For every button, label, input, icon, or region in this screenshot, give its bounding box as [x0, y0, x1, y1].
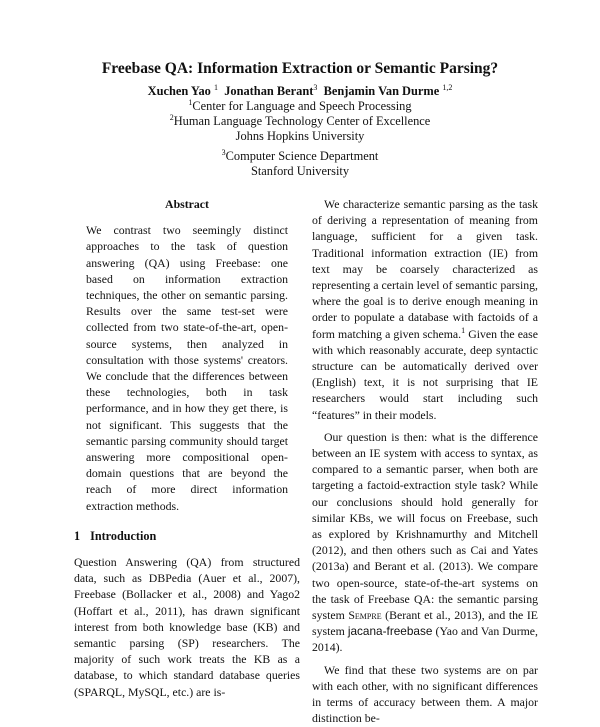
affiliation-university: Johns Hopkins University	[235, 129, 365, 143]
system-name-sempre: Sempre	[348, 608, 382, 623]
affiliation-3-text: Computer Science Department	[225, 149, 379, 163]
author-block	[0, 84, 600, 179]
author-3-sup: 1,2	[442, 82, 453, 92]
intro-paragraph: Question Answering (QA) from structured data, such as DBPedia (Auer et al., 2007), Freebase (Bollacker et al., 2008) and Yago2 (Hoffart et al., 2011), has drawn significant interest from both knowledge base (KB) and semantic parsing (SP) researchers. The majority of such work treats the KB as a database, to which standard database queries (SPARQL, MySQL, etc.) are is-	[74, 555, 300, 699]
abstract-heading: Abstract	[165, 197, 209, 211]
affiliation-3-university: Stanford University	[250, 164, 350, 178]
affiliation-1-text: Center for Language and Speech Processing	[192, 99, 412, 113]
affiliation-3-sup: 3	[221, 147, 226, 157]
right-paragraph-3: We find that these two systems are on par with each other, with no significant differences in terms of accuracy between them. A major distinction be-	[312, 662, 538, 726]
affiliation-1	[0, 99, 600, 114]
section-heading-introduction	[74, 528, 300, 544]
footnote-marker: 1	[461, 325, 466, 335]
affiliation-2-text: Human Language Technology Center of Excellence	[173, 114, 431, 128]
section-title: Introduction	[90, 528, 157, 543]
author-names	[0, 84, 600, 99]
author-1-sup: 1	[214, 82, 218, 92]
right-paragraph-1	[312, 196, 538, 423]
right-paragraph-1-a: We characterize semantic parsing as the task of deriving a representation of meaning from language, sufficient for a given task. Traditional information extraction (IE) from text may be coarsely characterized as representing a certain level of semantic parsing, where the goal is to derive enough meaning in order to populate a database with factoids of a form matching a given schema.	[312, 197, 538, 341]
affiliation-3	[0, 149, 600, 164]
author-2: Jonathan Berant	[224, 84, 314, 98]
author-3: Benjamin Van Durme	[323, 84, 440, 98]
system-name-jacana: jacana-freebase	[347, 624, 433, 639]
right-paragraph-2-b: (Berant et al., 2013), and the IE system	[312, 608, 538, 639]
affiliation-1-sup: 1	[188, 97, 193, 107]
author-2-sup: 3	[313, 82, 318, 92]
author-1: Xuchen Yao	[147, 84, 211, 98]
right-paragraph-2-a: Our question is then: what is the difference between an IE system with access to syntax, as compared to a semantic parser, when both are targeting a factoid-extraction style task? While our conclusions should hold generally for similar KBs, we will focus on Freebase, such as explored by Krishnamurthy and Mitchell (2012), and then others such as Cai and Yates (2013a) and Berant et al. (2013). We compare two open-source, state-of-the-art systems on the task of Freebase QA: the semantic parsing system	[312, 429, 538, 623]
left-column	[74, 196, 300, 700]
section-number: 1	[74, 528, 81, 543]
right-paragraph-1-b: Given the ease with which reasonably accurate, deep syntactic structure can be automatically derived over (English) text, it is not surprising that IE researchers would start including such “features” in their models.	[312, 326, 538, 422]
right-column	[312, 196, 538, 727]
affiliation-2	[0, 114, 600, 129]
affiliation-2-sup: 2	[169, 112, 174, 122]
right-paragraph-2	[312, 429, 538, 656]
paper-title: Freebase QA: Information Extraction or Semantic Parsing?	[101, 60, 499, 77]
right-paragraph-2-c: (Yao and Van Durme, 2014).	[312, 624, 538, 655]
abstract-text: We contrast two seemingly distinct approaches to the task of question answering (QA) using Freebase: one based on information extraction techniques, the other on semantic parsing. Results over the same test-set were collected from two state-of-the-art, open-source systems, then analyzed in consultation with those systems' creators. We conclude that the differences between these technologies, both in task performance, and in how they get there, is not significant. This suggests that the semantic parsing community should target answering more compositional open-domain questions that are beyond the reach of more direct information extraction methods.	[86, 223, 288, 513]
